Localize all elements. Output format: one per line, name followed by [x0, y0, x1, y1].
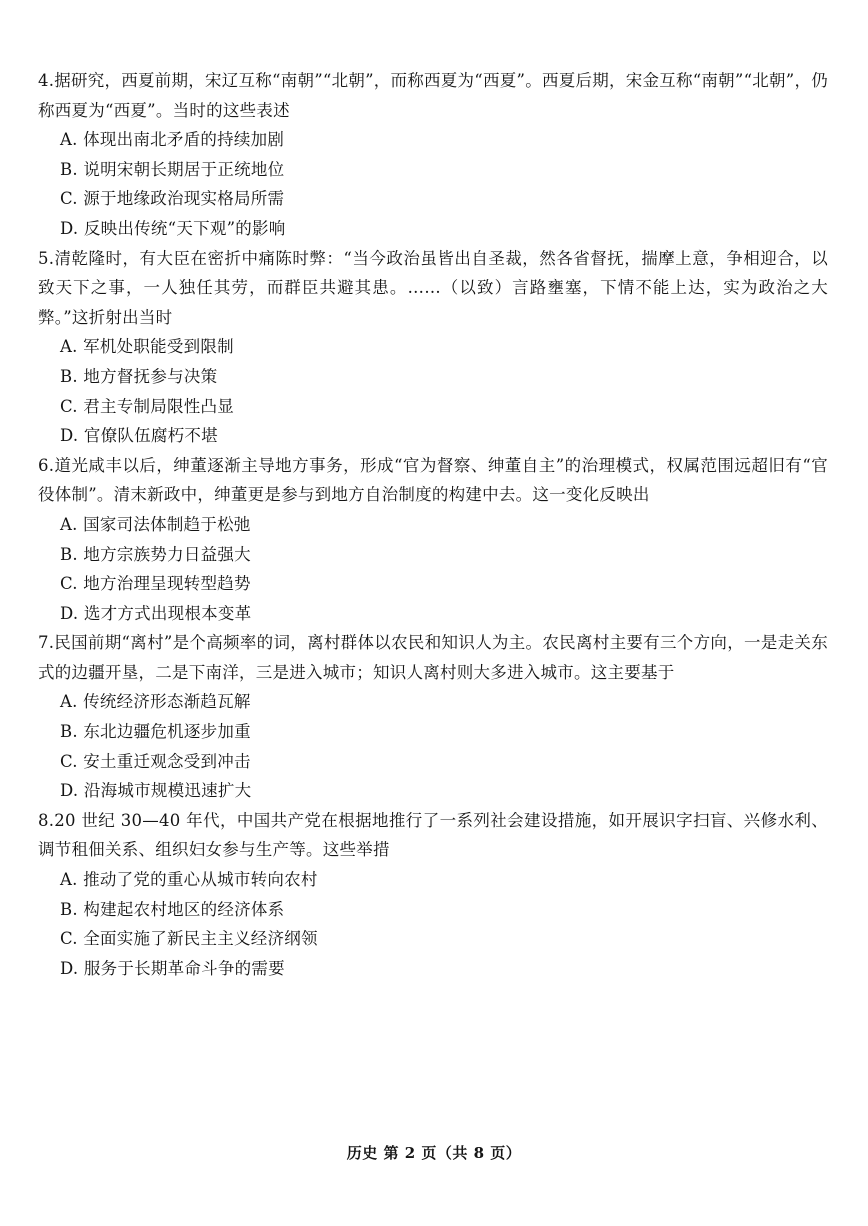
option-a: A. 国家司法体制趋于松弛: [60, 514, 251, 534]
option-b: B. 地方宗族势力日益强大: [60, 544, 251, 564]
option-list: [38, 865, 828, 983]
option-a: A. 军机处职能受到限制: [60, 337, 234, 357]
exam-page: [38, 66, 828, 983]
page-footer: 历史 第 2 页（共 8 页）: [346, 1144, 522, 1162]
question-stem: 4.据研究，西夏前期，宋辽互称“南朝”“北朝”，而称西夏为“西夏”。西夏后期，宋金互称“南朝”“北朝”，仍称西夏为“西夏”。当时的这些表述: [38, 71, 828, 120]
option-d: D. 反映出传统“天下观”的影响: [60, 218, 286, 238]
question-stem: 6.道光咸丰以后，绅董逐渐主导地方事务，形成“官为督察、绅董自主”的治理模式，权属范围远超旧有“官役体制”。清末新政中，绅董更是参与到地方自治制度的构建中去。这一变化反映出: [38, 455, 828, 505]
question-8: [38, 806, 828, 984]
option-d: D. 沿海城市规模迅速扩大: [60, 781, 252, 801]
option-a: A. 传统经济形态渐趋瓦解: [60, 692, 251, 712]
option-d: D. 选才方式出现根本变革: [60, 603, 252, 623]
option-c: C. 地方治理呈现转型趋势: [60, 574, 251, 594]
option-a: A. 体现出南北矛盾的持续加剧: [60, 130, 285, 150]
option-c: C. 君主专制局限性凸显: [60, 396, 235, 416]
option-a: A. 推动了党的重心从城市转向农村: [60, 870, 318, 890]
question-4: [38, 66, 828, 244]
option-c: C. 全面实施了新民主主义经济纲领: [60, 929, 318, 949]
question-7: [38, 628, 828, 806]
option-list: [38, 510, 828, 628]
question-stem: 5.清乾隆时，有大臣在密折中痛陈时弊：“当今政治虽皆出自圣裁，然各省督抚，揣摩上意，争相迎合，以致天下之事，一人独任其劳，而群臣共避其患。……（以致）言路壅塞，下情不能上达，实为政治之大弊。”这折射出当时: [38, 248, 828, 327]
question-stem: 7.民国前期“离村”是个高频率的词，离村群体以农民和知识人为主。农民离村主要有三个方向，一是走关东式的边疆开垦，二是下南洋，三是进入城市；知识人离村则大多进入城市。这主要基于: [38, 633, 828, 682]
question-5: [38, 244, 828, 451]
option-d: D. 服务于长期革命斗争的需要: [60, 958, 285, 978]
option-c: C. 安土重迁观念受到冲击: [60, 751, 251, 771]
option-b: B. 东北边疆危机逐步加重: [60, 722, 251, 742]
option-d: D. 官僚队伍腐朽不堪: [60, 426, 218, 446]
question-6: [38, 451, 828, 629]
option-list: [38, 332, 828, 450]
question-stem: 8.20 世纪 30—40 年代，中国共产党在根据地推行了一系列社会建设措施，如开展识字扫盲、兴修水利、调节租佃关系、组织妇女参与生产等。这些举措: [38, 810, 828, 860]
option-c: C. 源于地缘政治现实格局所需: [60, 189, 285, 209]
option-list: [38, 125, 828, 243]
option-list: [38, 687, 828, 805]
option-b: B. 地方督抚参与决策: [60, 366, 218, 386]
option-b: B. 构建起农村地区的经济体系: [60, 899, 285, 919]
option-b: B. 说明宋朝长期居于正统地位: [60, 159, 285, 179]
